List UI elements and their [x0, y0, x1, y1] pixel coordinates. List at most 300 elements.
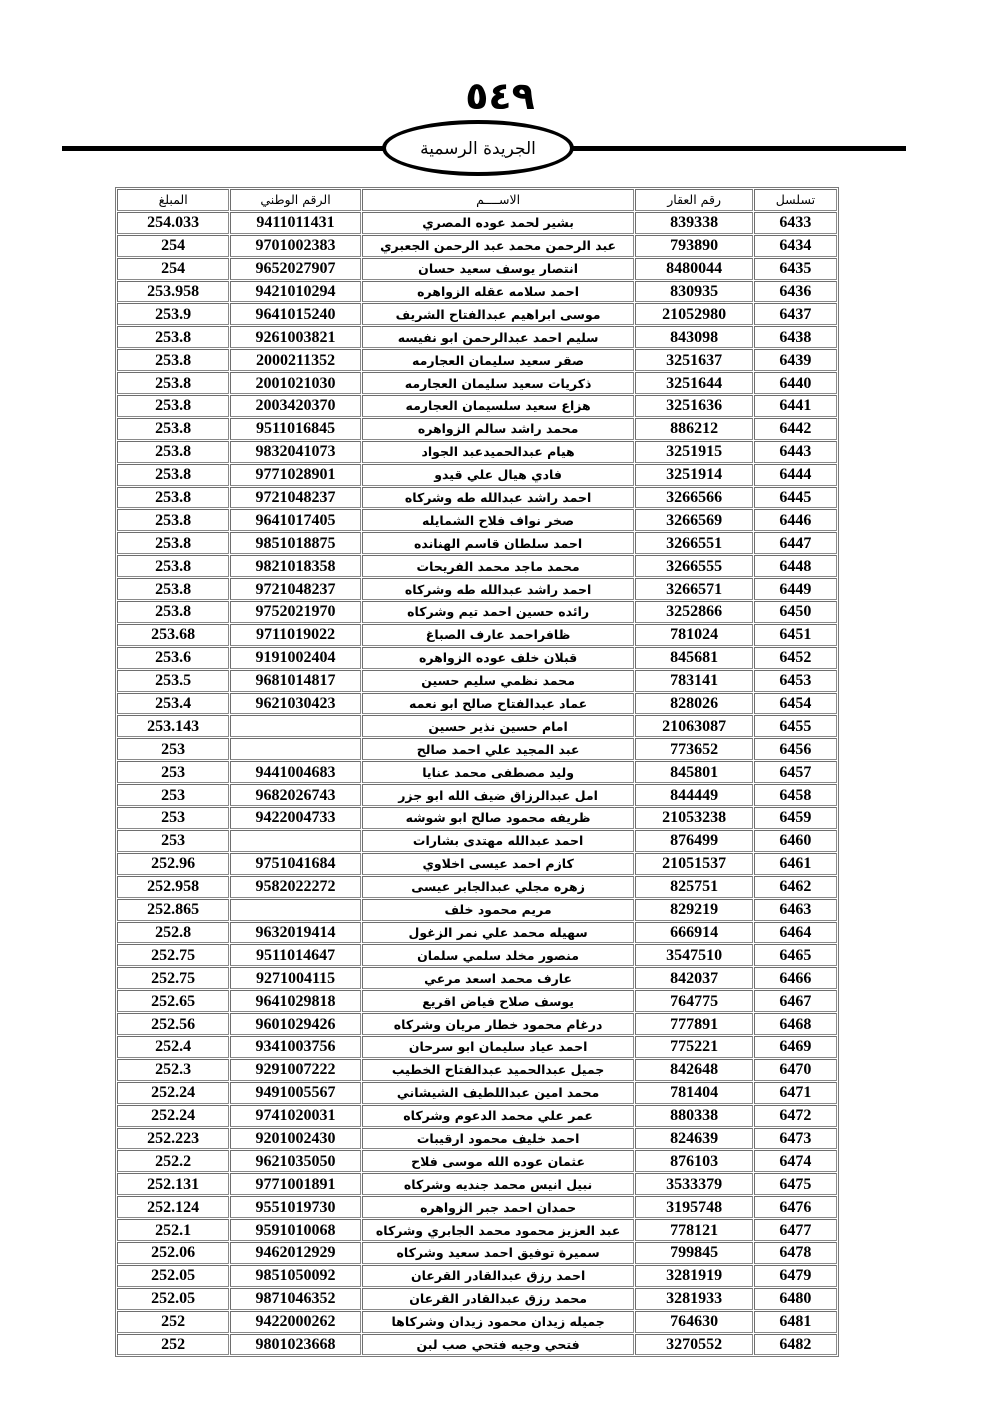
- amount-cell: 253.6: [117, 647, 229, 669]
- masthead-rule-left: [62, 146, 390, 151]
- national-id-cell: 9632019414: [230, 922, 360, 944]
- national-id-cell: 2001021030: [230, 372, 360, 394]
- table-row: [117, 326, 837, 348]
- table-row: [117, 761, 837, 783]
- name-cell: يوسف صلاح فياض اقريع: [362, 990, 635, 1012]
- name-cell: عبد المجيد علي احمد صالح: [362, 738, 635, 760]
- name-cell: سهيله محمد علي نمر الزغول: [362, 922, 635, 944]
- property-number-cell: 3533379: [635, 1173, 752, 1195]
- table-row: [117, 1013, 837, 1035]
- name-cell: فتحي وجيه فتحي صب لبن: [362, 1334, 635, 1356]
- serial-cell: 6460: [754, 830, 837, 852]
- national-id-cell: 9641017405: [230, 509, 360, 531]
- name-cell: جميله زيدان محمود زيدان وشركاها: [362, 1311, 635, 1333]
- amount-cell: 252.3: [117, 1059, 229, 1081]
- amount-cell: 253.9: [117, 303, 229, 325]
- name-cell: رائده حسين احمد تيم وشركاه: [362, 601, 635, 623]
- table-row: [117, 715, 837, 737]
- table-row: [117, 372, 837, 394]
- national-id-cell: 9441004683: [230, 761, 360, 783]
- table-row: [117, 601, 837, 623]
- property-number-cell: 845681: [635, 647, 752, 669]
- national-id-cell: [230, 830, 360, 852]
- property-number-cell: 773652: [635, 738, 752, 760]
- amount-cell: 252.2: [117, 1150, 229, 1172]
- name-cell: نبيل انيس محمد جنديه وشركاه: [362, 1173, 635, 1195]
- table-row: [117, 235, 837, 257]
- serial-cell: 6458: [754, 784, 837, 806]
- serial-cell: 6450: [754, 601, 837, 623]
- property-number-cell: 3251636: [635, 395, 752, 417]
- property-number-cell: 3266555: [635, 555, 752, 577]
- serial-cell: 6462: [754, 876, 837, 898]
- name-cell: احمد عياد سليمان ابو سرحان: [362, 1036, 635, 1058]
- amount-cell: 252.8: [117, 922, 229, 944]
- name-cell: سليم احمد عبدالرحمن ابو نفيسه: [362, 326, 635, 348]
- amount-cell: 253: [117, 807, 229, 829]
- national-id-cell: 9682026743: [230, 784, 360, 806]
- amount-cell: 253.8: [117, 487, 229, 509]
- name-cell: احمد رزق عبدالقادر القرعان: [362, 1265, 635, 1287]
- masthead-oval: [382, 120, 574, 176]
- national-id-cell: 2003420370: [230, 395, 360, 417]
- amount-cell: 253.8: [117, 441, 229, 463]
- name-cell: بشير لحمد عوده المصري: [362, 212, 635, 234]
- serial-cell: 6454: [754, 693, 837, 715]
- name-cell: كازم احمد عيسى اخلاوي: [362, 853, 635, 875]
- property-number-cell: 839338: [635, 212, 752, 234]
- serial-cell: 6477: [754, 1219, 837, 1241]
- property-number-cell: 3251914: [635, 464, 752, 486]
- serial-cell: 6469: [754, 1036, 837, 1058]
- table-row: [117, 922, 837, 944]
- amount-cell: 253: [117, 784, 229, 806]
- national-id-cell: 9621035050: [230, 1150, 360, 1172]
- serial-cell: 6473: [754, 1128, 837, 1150]
- serial-cell: 6459: [754, 807, 837, 829]
- table-row: [117, 1150, 837, 1172]
- name-cell: عبد الرحمن محمد عبد الرحمن الجعبري: [362, 235, 635, 257]
- property-number-cell: 3270552: [635, 1334, 752, 1356]
- national-id-cell: 9261003821: [230, 326, 360, 348]
- property-number-cell: 3281933: [635, 1288, 752, 1310]
- table-row: [117, 532, 837, 554]
- serial-cell: 6457: [754, 761, 837, 783]
- table-row: [117, 876, 837, 898]
- serial-cell: 6475: [754, 1173, 837, 1195]
- property-number-cell: 764775: [635, 990, 752, 1012]
- serial-cell: 6440: [754, 372, 837, 394]
- serial-cell: 6472: [754, 1105, 837, 1127]
- serial-cell: 6465: [754, 944, 837, 966]
- serial-cell: 6480: [754, 1288, 837, 1310]
- amount-cell: 253.8: [117, 578, 229, 600]
- table-row: [117, 395, 837, 417]
- page-number: ٥٤٩: [465, 74, 535, 118]
- table-row: [117, 967, 837, 989]
- property-number-cell: 777891: [635, 1013, 752, 1035]
- serial-cell: 6444: [754, 464, 837, 486]
- serial-cell: 6463: [754, 899, 837, 921]
- serial-cell: 6452: [754, 647, 837, 669]
- name-cell: حمدان احمد جبر الزواهره: [362, 1196, 635, 1218]
- national-id-cell: 9422000262: [230, 1311, 360, 1333]
- table-row: [117, 281, 837, 303]
- amount-cell: 253.8: [117, 601, 229, 623]
- national-id-cell: [230, 715, 360, 737]
- name-cell: موسى ابراهيم عبدالفتاح الشريف: [362, 303, 635, 325]
- property-number-cell: 876103: [635, 1150, 752, 1172]
- name-cell: محمد نظمي سليم حسين: [362, 670, 635, 692]
- table-row: [117, 303, 837, 325]
- amount-cell: 252.65: [117, 990, 229, 1012]
- property-number-cell: 3252866: [635, 601, 752, 623]
- table-row: [117, 1173, 837, 1195]
- national-id-cell: 9751041684: [230, 853, 360, 875]
- name-cell: احمد سلطان قاسم الهنانده: [362, 532, 635, 554]
- table-row: [117, 899, 837, 921]
- national-id-cell: 9721048237: [230, 487, 360, 509]
- table-row: [117, 944, 837, 966]
- table-row: [117, 578, 837, 600]
- amount-cell: 253.5: [117, 670, 229, 692]
- amount-cell: 254: [117, 235, 229, 257]
- serial-cell: 6453: [754, 670, 837, 692]
- name-cell: هيام عبدالحميدعبد الجواد: [362, 441, 635, 463]
- table-row: [117, 1242, 837, 1264]
- name-cell: احمد خليف محمود ارقيبات: [362, 1128, 635, 1150]
- national-id-cell: 9771001891: [230, 1173, 360, 1195]
- serial-cell: 6476: [754, 1196, 837, 1218]
- property-number-cell: 781024: [635, 624, 752, 646]
- property-number-cell: 845801: [635, 761, 752, 783]
- table-row: [117, 1128, 837, 1150]
- serial-cell: 6438: [754, 326, 837, 348]
- name-cell: سميرة توفيق احمد سعيد وشركاه: [362, 1242, 635, 1264]
- property-number-cell: 8480044: [635, 258, 752, 280]
- national-id-cell: 9641015240: [230, 303, 360, 325]
- amount-cell: 252.223: [117, 1128, 229, 1150]
- property-number-cell: 3266551: [635, 532, 752, 554]
- property-number-cell: 3251637: [635, 349, 752, 371]
- national-id-cell: 2000211352: [230, 349, 360, 371]
- table-row: [117, 464, 837, 486]
- property-number-cell: 876499: [635, 830, 752, 852]
- property-number-cell: 844449: [635, 784, 752, 806]
- table-row: [117, 990, 837, 1012]
- national-id-cell: 9851050092: [230, 1265, 360, 1287]
- table-row: [117, 784, 837, 806]
- national-id-cell: 9491005567: [230, 1082, 360, 1104]
- column-header-serial: تسلسل: [754, 189, 837, 211]
- table-row: [117, 418, 837, 440]
- amount-cell: 253.8: [117, 326, 229, 348]
- national-id-cell: 9711019022: [230, 624, 360, 646]
- name-cell: محمد راشد سالم الزواهره: [362, 418, 635, 440]
- table-row: [117, 1311, 837, 1333]
- national-id-cell: 9422004733: [230, 807, 360, 829]
- serial-cell: 6456: [754, 738, 837, 760]
- amount-cell: 253.143: [117, 715, 229, 737]
- property-number-cell: 3195748: [635, 1196, 752, 1218]
- serial-cell: 6479: [754, 1265, 837, 1287]
- serial-cell: 6441: [754, 395, 837, 417]
- name-cell: احمد عبدالله مهتدى بشارات: [362, 830, 635, 852]
- serial-cell: 6447: [754, 532, 837, 554]
- property-number-cell: 824639: [635, 1128, 752, 1150]
- property-number-cell: 775221: [635, 1036, 752, 1058]
- table-row: [117, 670, 837, 692]
- name-cell: جميل عبدالحميد عبدالفتاح الخطيب: [362, 1059, 635, 1081]
- name-cell: عمر علي محمد الدعوم وشركاه: [362, 1105, 635, 1127]
- table-row: [117, 441, 837, 463]
- serial-cell: 6442: [754, 418, 837, 440]
- table-row: [117, 830, 837, 852]
- serial-cell: 6461: [754, 853, 837, 875]
- national-id-cell: 9641029818: [230, 990, 360, 1012]
- serial-cell: 6451: [754, 624, 837, 646]
- serial-cell: 6481: [754, 1311, 837, 1333]
- table-row: [117, 509, 837, 531]
- serial-cell: 6466: [754, 967, 837, 989]
- amount-cell: 252.24: [117, 1105, 229, 1127]
- national-id-cell: 9341003756: [230, 1036, 360, 1058]
- table-row: [117, 1036, 837, 1058]
- table-body: [117, 212, 837, 1356]
- column-header-national-id: الرقم الوطني: [230, 189, 360, 211]
- amount-cell: 253.8: [117, 395, 229, 417]
- property-number-cell: 886212: [635, 418, 752, 440]
- name-cell: فادي هيال علي قيدو: [362, 464, 635, 486]
- property-number-cell: 3266566: [635, 487, 752, 509]
- national-id-cell: 9462012929: [230, 1242, 360, 1264]
- property-number-cell: 781404: [635, 1082, 752, 1104]
- name-cell: عبد العزيز محمود محمد الجابري وشركاه: [362, 1219, 635, 1241]
- serial-cell: 6455: [754, 715, 837, 737]
- table-row: [117, 624, 837, 646]
- national-id-cell: 9291007222: [230, 1059, 360, 1081]
- name-cell: ذكريات سعيد سليمان العجارمه: [362, 372, 635, 394]
- name-cell: زهره مجلي عبدالجابر عيسى: [362, 876, 635, 898]
- name-cell: عارف محمد اسعد مرعي: [362, 967, 635, 989]
- property-number-cell: 778121: [635, 1219, 752, 1241]
- amount-cell: 253.8: [117, 555, 229, 577]
- property-number-cell: 21053238: [635, 807, 752, 829]
- amount-cell: 252.56: [117, 1013, 229, 1035]
- amount-cell: 252.131: [117, 1173, 229, 1195]
- serial-cell: 6471: [754, 1082, 837, 1104]
- masthead-rule-right: [570, 146, 906, 151]
- name-cell: منصور مخلد سلمي سلمان: [362, 944, 635, 966]
- amount-cell: 252.05: [117, 1265, 229, 1287]
- amount-cell: 252.75: [117, 944, 229, 966]
- national-id-cell: 9741020031: [230, 1105, 360, 1127]
- property-number-cell: 3266569: [635, 509, 752, 531]
- name-cell: قبلان خلف عوده الزواهره: [362, 647, 635, 669]
- name-cell: محمد امين عبداللطيف الشيشاني: [362, 1082, 635, 1104]
- national-id-cell: 9601029426: [230, 1013, 360, 1035]
- serial-cell: 6434: [754, 235, 837, 257]
- national-id-cell: 9752021970: [230, 601, 360, 623]
- table-row: [117, 807, 837, 829]
- name-cell: ظريفه محمود صالح ابو شوشه: [362, 807, 635, 829]
- national-id-cell: 9821018358: [230, 555, 360, 577]
- amount-cell: 252.124: [117, 1196, 229, 1218]
- national-id-cell: 9652027907: [230, 258, 360, 280]
- serial-cell: 6446: [754, 509, 837, 531]
- amount-cell: 252.75: [117, 967, 229, 989]
- serial-cell: 6433: [754, 212, 837, 234]
- name-cell: عثمان عوده الله موسى فلاح: [362, 1150, 635, 1172]
- amount-cell: 253.4: [117, 693, 229, 715]
- national-id-cell: 9421010294: [230, 281, 360, 303]
- property-number-cell: 843098: [635, 326, 752, 348]
- national-id-cell: 9871046352: [230, 1288, 360, 1310]
- national-id-cell: 9201002430: [230, 1128, 360, 1150]
- amount-cell: 253.68: [117, 624, 229, 646]
- amount-cell: 252.4: [117, 1036, 229, 1058]
- amount-cell: 253.8: [117, 418, 229, 440]
- amount-cell: 252.1: [117, 1219, 229, 1241]
- serial-cell: 6439: [754, 349, 837, 371]
- amount-cell: 253: [117, 738, 229, 760]
- serial-cell: 6445: [754, 487, 837, 509]
- property-number-cell: 3266571: [635, 578, 752, 600]
- amount-cell: 253.8: [117, 532, 229, 554]
- name-cell: احمد راشد عبدالله طه وشركاه: [362, 578, 635, 600]
- table-row: [117, 647, 837, 669]
- publication-title: الجريدة الرسمية: [420, 139, 536, 159]
- property-number-cell: 825751: [635, 876, 752, 898]
- national-id-cell: 9551019730: [230, 1196, 360, 1218]
- amount-cell: 253: [117, 830, 229, 852]
- name-cell: صقر سعيد سليمان العجارمه: [362, 349, 635, 371]
- amount-cell: 253.8: [117, 372, 229, 394]
- amount-cell: 253.8: [117, 349, 229, 371]
- amount-cell: 253: [117, 761, 229, 783]
- name-cell: وليد مصطفى محمد عنايا: [362, 761, 635, 783]
- serial-cell: 6435: [754, 258, 837, 280]
- serial-cell: 6437: [754, 303, 837, 325]
- amount-cell: 253.8: [117, 509, 229, 531]
- table-row: [117, 212, 837, 234]
- national-id-cell: 9621030423: [230, 693, 360, 715]
- table-row: [117, 349, 837, 371]
- table-row: [117, 1288, 837, 1310]
- national-id-cell: 9771028901: [230, 464, 360, 486]
- property-number-cell: 764630: [635, 1311, 752, 1333]
- property-number-cell: 3251915: [635, 441, 752, 463]
- property-number-cell: 21052980: [635, 303, 752, 325]
- national-id-cell: 9582022272: [230, 876, 360, 898]
- name-cell: عماد عبدالفتاح صالح ابو نعمه: [362, 693, 635, 715]
- property-number-cell: 3281919: [635, 1265, 752, 1287]
- national-id-cell: 9801023668: [230, 1334, 360, 1356]
- amount-cell: 252.06: [117, 1242, 229, 1264]
- national-id-cell: 9681014817: [230, 670, 360, 692]
- property-number-cell: 842037: [635, 967, 752, 989]
- property-number-cell: 3251644: [635, 372, 752, 394]
- table-header-row: [117, 189, 837, 211]
- name-cell: هزاع سعيد سلسيمان العجارمه: [362, 395, 635, 417]
- amount-cell: 252.958: [117, 876, 229, 898]
- payments-table: [115, 187, 839, 1357]
- table-row: [117, 1265, 837, 1287]
- property-number-cell: 666914: [635, 922, 752, 944]
- national-id-cell: 9721048237: [230, 578, 360, 600]
- name-cell: محمد ماجد محمد الفريحات: [362, 555, 635, 577]
- property-number-cell: 880338: [635, 1105, 752, 1127]
- serial-cell: 6449: [754, 578, 837, 600]
- property-number-cell: 793890: [635, 235, 752, 257]
- name-cell: مريم محمود خلف: [362, 899, 635, 921]
- national-id-cell: [230, 738, 360, 760]
- property-number-cell: 783141: [635, 670, 752, 692]
- national-id-cell: 9701002383: [230, 235, 360, 257]
- national-id-cell: 9271004115: [230, 967, 360, 989]
- property-number-cell: 21051537: [635, 853, 752, 875]
- serial-cell: 6478: [754, 1242, 837, 1264]
- name-cell: امل عبدالرزاق ضيف الله ابو جزر: [362, 784, 635, 806]
- amount-cell: 253.958: [117, 281, 229, 303]
- serial-cell: 6464: [754, 922, 837, 944]
- name-cell: محمد رزق عبدالقادر القرعان: [362, 1288, 635, 1310]
- table-row: [117, 1196, 837, 1218]
- name-cell: ظافراحمد عارف الصباغ: [362, 624, 635, 646]
- amount-cell: 252.865: [117, 899, 229, 921]
- property-number-cell: 842648: [635, 1059, 752, 1081]
- column-header-amount: المبلغ: [117, 189, 229, 211]
- table-row: [117, 1219, 837, 1241]
- national-id-cell: 9191002404: [230, 647, 360, 669]
- property-number-cell: 828026: [635, 693, 752, 715]
- amount-cell: 254.033: [117, 212, 229, 234]
- property-number-cell: 799845: [635, 1242, 752, 1264]
- national-id-cell: 9411011431: [230, 212, 360, 234]
- property-number-cell: 829219: [635, 899, 752, 921]
- serial-cell: 6470: [754, 1059, 837, 1081]
- national-id-cell: 9832041073: [230, 441, 360, 463]
- serial-cell: 6482: [754, 1334, 837, 1356]
- name-cell: امام حسين نذير حسين: [362, 715, 635, 737]
- table-row: [117, 1105, 837, 1127]
- serial-cell: 6448: [754, 555, 837, 577]
- amount-cell: 253.8: [117, 464, 229, 486]
- national-id-cell: 9591010068: [230, 1219, 360, 1241]
- serial-cell: 6474: [754, 1150, 837, 1172]
- name-cell: درغام محمود خطار مريان وشركاه: [362, 1013, 635, 1035]
- serial-cell: 6443: [754, 441, 837, 463]
- serial-cell: 6436: [754, 281, 837, 303]
- name-cell: احمد سلامه عقله الزواهره: [362, 281, 635, 303]
- column-header-property-number: رقم العقار: [635, 189, 752, 211]
- amount-cell: 252: [117, 1311, 229, 1333]
- amount-cell: 252.96: [117, 853, 229, 875]
- table-row: [117, 555, 837, 577]
- table-row: [117, 693, 837, 715]
- property-number-cell: 3547510: [635, 944, 752, 966]
- table-row: [117, 258, 837, 280]
- serial-cell: 6468: [754, 1013, 837, 1035]
- name-cell: صخر نواف فلاح الشمايله: [362, 509, 635, 531]
- national-id-cell: [230, 899, 360, 921]
- table-row: [117, 1082, 837, 1104]
- serial-cell: 6467: [754, 990, 837, 1012]
- property-number-cell: 830935: [635, 281, 752, 303]
- table-row: [117, 738, 837, 760]
- amount-cell: 252.05: [117, 1288, 229, 1310]
- name-cell: انتصار يوسف سعيد حسان: [362, 258, 635, 280]
